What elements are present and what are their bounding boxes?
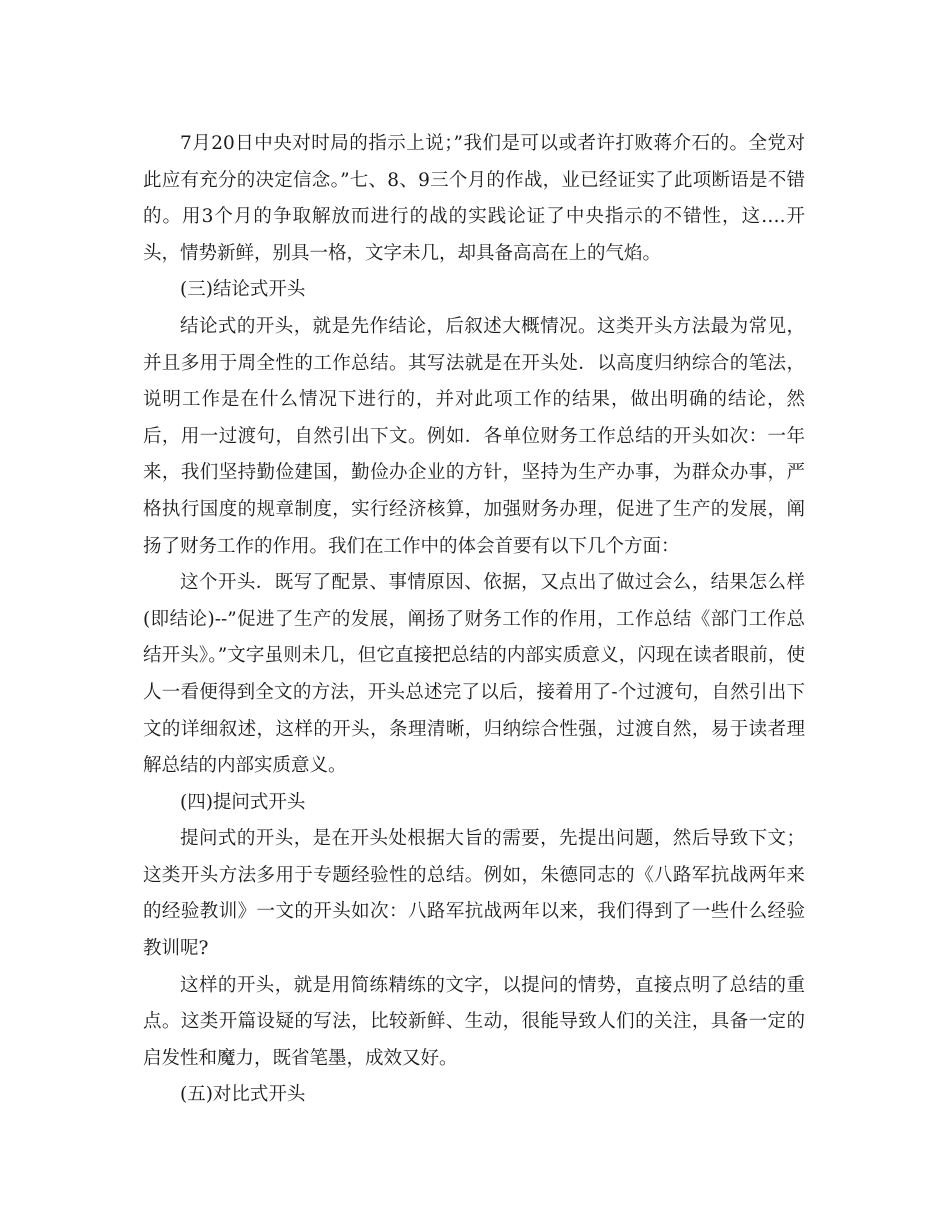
section-heading-contrast: (五)对比式开头 <box>180 1084 306 1106</box>
paragraph-question-description: 提问式的开头，是在开头处根据大旨的需要，先提出问题，然后导致下文；这类开头方法多用于专题经验性的总结。例如，朱德同志的《八路军抗战两年来的经验教训》一文的开头如次：八路军抗战两年以来，我们得到了一些什么经验教训呢? <box>143 828 805 960</box>
document-body <box>143 126 805 1114</box>
section-heading-question: (四)提问式开头 <box>180 791 306 813</box>
section-heading-conclusion: (三)结论式开头 <box>180 279 306 301</box>
paragraph-intro-quote: 7月20日中央对时局的指示上说；”我们是可以或者许打败蒋介石的。全党对此应有充分的决定信念。”七、8、9三个月的作战，业已经证实了此项断语是不错的。用3个月的争取解放而进行的战的实践论证了中央指示的不错性，这….开头，情势新鲜，别具一格，文字未几，却具备高高在上的气焰。 <box>143 133 805 264</box>
paragraph-conclusion-analysis: 这个开头．既写了配景、事情原因、依据，又点出了做过会么，结果怎么样(即结论)--”促进了生产的发展，阐扬了财务工作的作用，工作总结《部门工作总结开头》。”文字虽则未几，但它直接把总结的内部实质意义，闪现在读者眼前，使人一看便得到全文的方法，开头总述完了以后，接着用了-个过渡句，自然引出下文的详细叙述，这样的开头，条理清晰，归纳综合性强，过渡自然，易于读者理解总结的内部实质意义。 <box>143 572 805 777</box>
paragraph-conclusion-description: 结论式的开头，就是先作结论，后叙述大概情况。这类开头方法最为常见，并且多用于周全性的工作总结。其写法就是在开头处．以高度归纳综合的笔法，说明工作是在什么情况下进行的，并对此项工作的结果，做出明确的结论，然后，用一过渡句，自然引出下文。例如．各单位财务工作总结的开头如次：一年来，我们坚持勤俭建国，勤俭办企业的方针，坚持为生产办事，为群众办事，严格执行国度的规章制度，实行经济核算，加强财务办理，促进了生产的发展，阐扬了财务工作的作用。我们在工作中的体会首要有以下几个方面： <box>143 315 805 557</box>
paragraph-question-analysis: 这样的开头，就是用简练精练的文字，以提问的情势，直接点明了总结的重点。这类开篇设疑的写法，比较新鲜、生动，很能导致人们的关注，具备一定的启发性和魔力，既省笔墨，成效又好。 <box>143 974 805 1069</box>
